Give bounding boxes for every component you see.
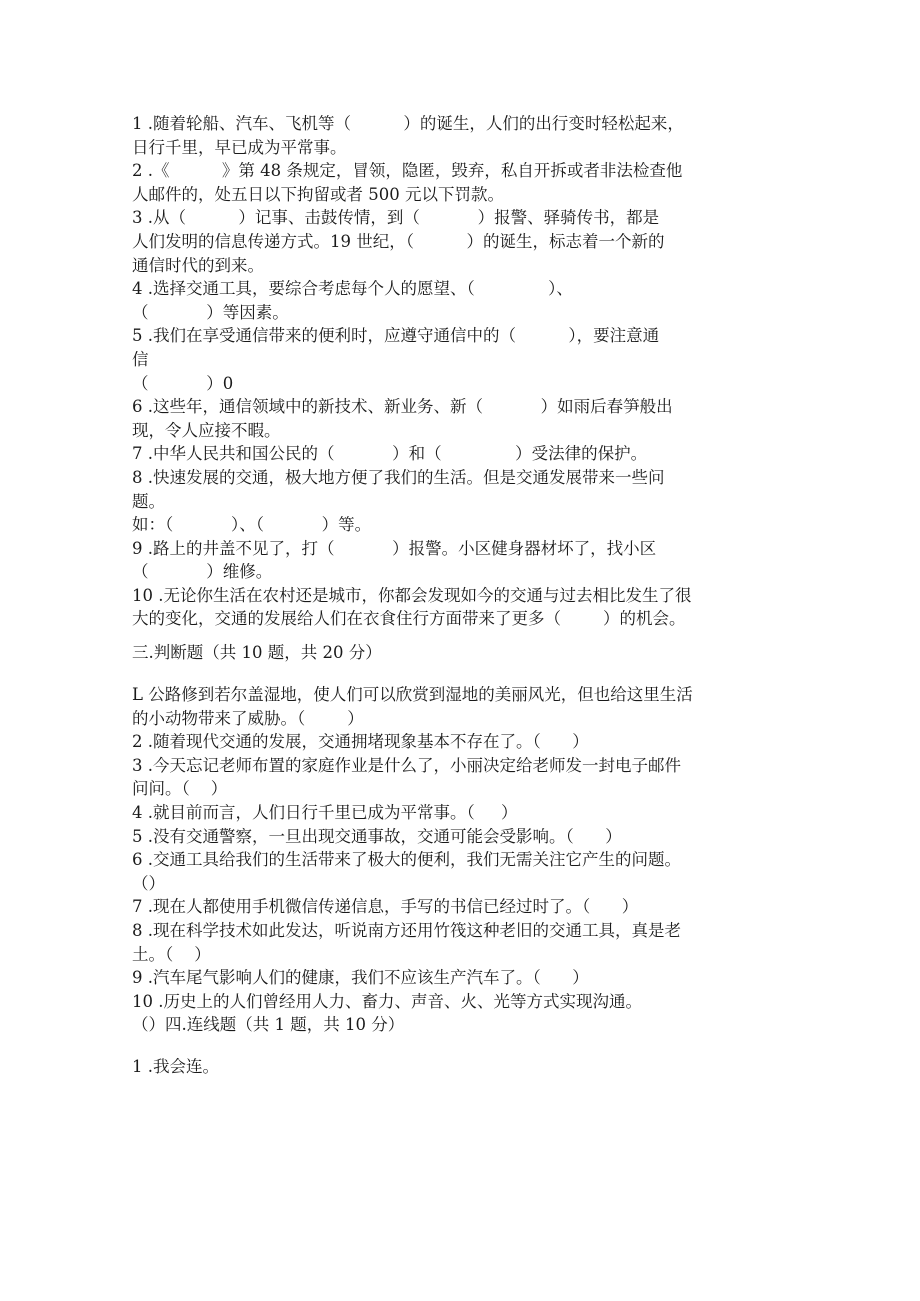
fill-line: 1 .随着轮船、汽车、飞机等（ ）的诞生，人们的出行变时轻松起来， <box>132 114 684 133</box>
fill-line: （ ）维修。 <box>132 562 273 582</box>
fill-line: （ ）等因素。 <box>132 302 289 322</box>
fill-line: 2 .《 》第 48 条规定，冒领，隐匿，毁弃，私自开拆或者非法检查他 <box>132 161 683 181</box>
fill-line: 6 .这些年，通信领域中的新技术、新业务、新（ ）如雨后春笋般出 <box>132 397 673 417</box>
fill-in-section <box>132 112 782 631</box>
judge-line: 土。（ ） <box>132 944 211 964</box>
judge-line: 4 .就目前而言，人们日行千里已成为平常事。（ ） <box>132 803 518 823</box>
fill-line: 7 .中华人民共和国公民的（ ）和（ ）受法律的保护。 <box>132 444 648 464</box>
fill-line: 5 .我们在享受通信带来的便利时，应遵守通信中的（ ），要注意通 <box>132 326 660 346</box>
judge-line: （） <box>132 873 165 893</box>
judge-line: 问问。（ ） <box>132 779 228 799</box>
fill-line: 10 .无论你生活在农村还是城市，你都会发现如今的交通与过去相比发生了很 <box>132 585 692 605</box>
worksheet-page <box>132 112 782 1079</box>
section-heading-judge: 三.判断题（共 10 题，共 20 分） <box>132 643 382 663</box>
judge-line: 的小动物带来了威胁。（ ） <box>132 708 364 728</box>
match-section <box>132 1055 782 1079</box>
judge-line: 3 .今天忘记老师布置的家庭作业是什么了，小丽决定给老师发一封电子邮件 <box>132 755 681 775</box>
judge-line: 8 .现在科学技术如此发达，听说南方还用竹筏这种老旧的交通工具，真是老 <box>132 921 681 940</box>
judge-line: （）四.连线题（共 1 题，共 10 分） <box>132 1015 405 1035</box>
fill-line: 大的变化，交通的发展给人们在衣食住行方面带来了更多（ ）的机会。 <box>132 609 686 629</box>
fill-line: 4 .选择交通工具，要综合考虑每个人的愿望、（ ）、 <box>132 279 573 299</box>
fill-line: 题。 <box>132 491 165 511</box>
judge-line: 10 .历史上的人们曾经用人力、畜力、声音、火、光等方式实现沟通。 <box>132 991 642 1011</box>
judge-section <box>132 683 782 1037</box>
judge-line: 9 .汽车尾气影响人们的健康，我们不应该生产汽车了。（ ） <box>132 968 589 988</box>
fill-line: 日行千里，早已成为平常事。 <box>132 137 347 157</box>
judge-line: 7 .现在人都使用手机微信传递信息，手写的书信已经过时了。（ ） <box>132 897 639 917</box>
match-line: 1 .我会连。 <box>132 1056 219 1076</box>
judge-line: L 公路修到若尔盖湿地，使人们可以欣赏到湿地的美丽风光，但也给这里生活 <box>132 685 693 705</box>
fill-line: 信 <box>132 349 149 369</box>
fill-line: 人们发明的信息传递方式。19 世纪，（ ）的诞生，标志着一个新的 <box>132 231 665 251</box>
fill-line: 如：（ ）、（ ）等。 <box>132 515 372 535</box>
fill-line: （ ）0 <box>132 373 234 393</box>
fill-line: 8 .快速发展的交通，极大地方便了我们的生活。但是交通发展带来一些问 <box>132 467 665 487</box>
fill-line: 3 .从（ ）记事、击鼓传情，到（ ）报警、驿骑传书，都是 <box>132 208 660 228</box>
fill-line: 通信时代的到来。 <box>132 255 264 275</box>
judge-line: 2 .随着现代交通的发展，交通拥堵现象基本不存在了。（ ） <box>132 732 589 752</box>
judge-line: 5 .没有交通警察，一旦出现交通事故，交通可能会受影响。（ ） <box>132 826 622 846</box>
judge-line: 6 .交通工具给我们的生活带来了极大的便利，我们无需关注它产生的问题。 <box>132 850 681 870</box>
fill-line: 9 .路上的井盖不见了，打（ ）报警。小区健身器材坏了，找小区 <box>132 538 657 558</box>
fill-line: 人邮件的，处五日以下拘留或者 500 元以下罚款。 <box>132 184 504 204</box>
fill-line: 现，令人应接不暇。 <box>132 420 281 440</box>
